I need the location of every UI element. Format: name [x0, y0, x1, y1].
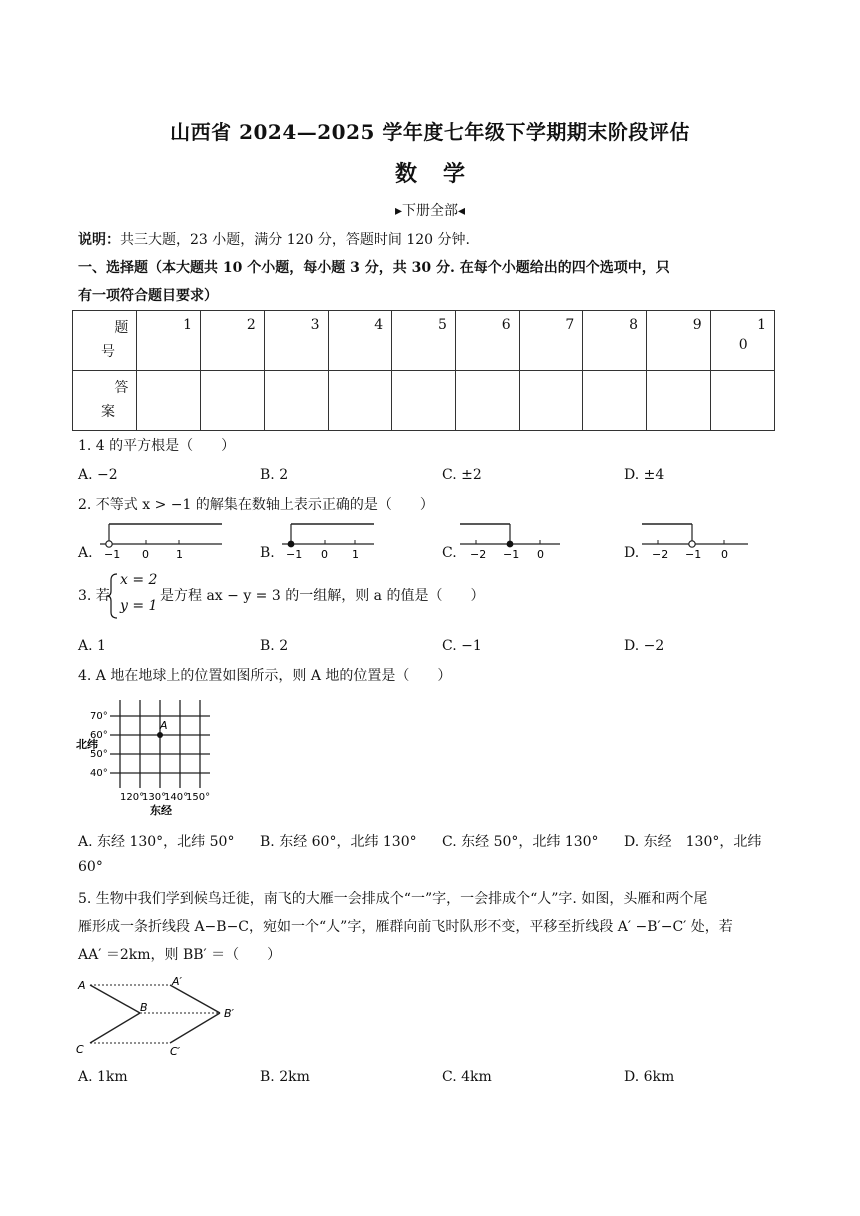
tick-label: −1	[104, 548, 121, 560]
q4-option-a[interactable]: A. 东经 130°，北纬 50°	[78, 834, 235, 850]
lat-axis-label: 北纬	[76, 738, 98, 751]
q1-option-d[interactable]: D. ±4	[624, 467, 665, 483]
answer-cell[interactable]	[201, 371, 265, 431]
q3-option-d[interactable]: D. −2	[624, 638, 665, 654]
answer-cell[interactable]	[137, 371, 201, 431]
q3-equation-2: y = 1	[120, 598, 158, 614]
open-circle-marker	[106, 541, 112, 547]
lat-tick: 70°	[90, 711, 108, 722]
q2-option-a-label[interactable]: A.	[78, 545, 93, 561]
answer-cell[interactable]	[710, 371, 774, 431]
geese-translation-figure	[74, 975, 244, 1059]
answer-table-answer-row	[73, 371, 775, 431]
number-cell: 9	[647, 311, 711, 371]
tick-label: 0	[321, 548, 328, 560]
tick-label: 0	[142, 548, 149, 560]
open-circle-marker	[689, 541, 695, 547]
number-cell: 7	[519, 311, 583, 371]
number-line-a	[96, 518, 226, 560]
section1-header-line1: 一、选择题（本大题共 10 个小题，每小题 3 分，共 30 分. 在每个小题给出的四个选项中，只	[78, 260, 670, 276]
label-c: C	[76, 1043, 84, 1056]
q4-option-b[interactable]: B. 东经 60°，北纬 130°	[260, 834, 417, 850]
label-ti: 题	[114, 320, 129, 336]
tick-label: −2	[470, 548, 487, 560]
lon-tick: 130°	[142, 792, 167, 803]
tick-label: 1	[352, 548, 359, 560]
brace-icon	[105, 572, 119, 620]
tick-label: −1	[685, 548, 702, 560]
q5-option-a[interactable]: A. 1km	[78, 1069, 128, 1085]
q2-option-c-label[interactable]: C.	[442, 545, 457, 561]
number-cell: 3	[264, 311, 328, 371]
number-cell: 6	[455, 311, 519, 371]
instructions-label: 说明：	[78, 232, 120, 248]
q5-line-2: 雁形成一条折线段 A−B−C，宛如一个“人”字，雁群向前飞时队形不变，平移至折线段 A′ −B′−C′ 处，若	[78, 919, 733, 935]
point-a-label: A	[160, 719, 168, 732]
label-a-prime: A′	[172, 975, 183, 988]
q3-option-a[interactable]: A. 1	[78, 638, 106, 654]
answer-row-label	[73, 371, 137, 431]
q2-option-b-label[interactable]: B.	[260, 545, 275, 561]
answer-table-number-row	[73, 311, 775, 371]
tick-label: −2	[652, 548, 669, 560]
lat-tick: 60°	[90, 730, 108, 741]
q5-option-b[interactable]: B. 2km	[260, 1069, 310, 1085]
lat-lon-grid-figure	[76, 698, 216, 820]
instructions	[78, 227, 470, 253]
q5-line-1: 5. 生物中我们学到候鸟迁徙，南飞的大雁一会排成个“一”字，一会排成个“人”字. 如图，头雁和两个尾	[78, 891, 708, 907]
q1-option-c[interactable]: C. ±2	[442, 467, 482, 483]
lon-tick: 150°	[186, 792, 211, 803]
q2-stem: 2. 不等式 x > −1 的解集在数轴上表示正确的是（ ）	[78, 497, 434, 513]
q5-option-c[interactable]: C. 4km	[442, 1069, 492, 1085]
lat-tick: 50°	[90, 749, 108, 760]
section1-header-line2: 有一项符合题目要求）	[78, 288, 218, 304]
number-cell: 4	[328, 311, 392, 371]
tick-label: 1	[176, 548, 183, 560]
number-cell: 5	[392, 311, 456, 371]
label-a: A	[78, 979, 86, 992]
q4-option-d-continued: 60°	[78, 859, 103, 875]
number-line-c	[458, 518, 564, 560]
lon-axis-label: 东经	[150, 804, 172, 817]
answer-cell[interactable]	[647, 371, 711, 431]
number-line-b	[278, 518, 378, 560]
q4-option-c[interactable]: C. 东经 50°，北纬 130°	[442, 834, 599, 850]
q3-option-b[interactable]: B. 2	[260, 638, 289, 654]
number-cell: 2	[201, 311, 265, 371]
answer-cell[interactable]	[455, 371, 519, 431]
answer-cell[interactable]	[264, 371, 328, 431]
q4-option-d[interactable]: D. 东经 130°，北纬	[624, 834, 762, 850]
answer-cell[interactable]	[519, 371, 583, 431]
q2-option-d-label[interactable]: D.	[624, 545, 640, 561]
point-a-marker	[157, 732, 163, 738]
exam-scope: ▸下册全部◂	[394, 203, 466, 219]
q3-equation-1: x = 2	[120, 572, 158, 588]
tick-label: −1	[503, 548, 520, 560]
tick-label: −1	[286, 548, 303, 560]
answer-cell[interactable]	[392, 371, 456, 431]
answer-cell[interactable]	[328, 371, 392, 431]
tick-label: 0	[721, 548, 728, 560]
q1-option-a[interactable]: A. −2	[78, 467, 118, 483]
lon-tick: 120°	[120, 792, 145, 803]
exam-title: 山西省 2024—2025 学年度七年级下学期期末阶段评估	[170, 120, 690, 144]
q3-option-c[interactable]: C. −1	[442, 638, 482, 654]
number-cell: 1 0	[710, 311, 774, 371]
q5-option-d[interactable]: D. 6km	[624, 1069, 675, 1085]
label-da: 答	[114, 380, 129, 396]
q1-option-b[interactable]: B. 2	[260, 467, 289, 483]
closed-circle-marker	[288, 541, 295, 548]
subject-title: 数学	[394, 161, 491, 187]
tick-label: 0	[537, 548, 544, 560]
closed-circle-marker	[507, 541, 514, 548]
q4-stem: 4. A 地在地球上的位置如图所示，则 A 地的位置是（ ）	[78, 668, 452, 684]
q3-stem: 是方程 ax − y = 3 的一组解，则 a 的值是（ ）	[160, 588, 485, 604]
label-c-prime: C′	[170, 1045, 181, 1058]
q5-line-3: AA′ ＝2km，则 BB′ ＝（ ）	[78, 947, 282, 963]
number-row-label	[73, 311, 137, 371]
label-b-prime: B′	[224, 1007, 235, 1020]
lon-tick: 140°	[164, 792, 189, 803]
number-cell: 1	[137, 311, 201, 371]
label-b: B	[140, 1001, 148, 1014]
label-an: 案	[101, 404, 115, 420]
instructions-text: 共三大题，23 小题，满分 120 分，答题时间 120 分钟.	[120, 232, 470, 248]
q1-stem: 1. 4 的平方根是（ ）	[78, 438, 236, 454]
number-cell: 8	[583, 311, 647, 371]
answer-table	[72, 310, 775, 431]
label-hao: 号	[101, 344, 115, 360]
number-line-d	[640, 518, 752, 560]
lat-tick: 40°	[90, 768, 108, 779]
answer-cell[interactable]	[583, 371, 647, 431]
q3-prefix: 3. 若	[78, 588, 110, 604]
